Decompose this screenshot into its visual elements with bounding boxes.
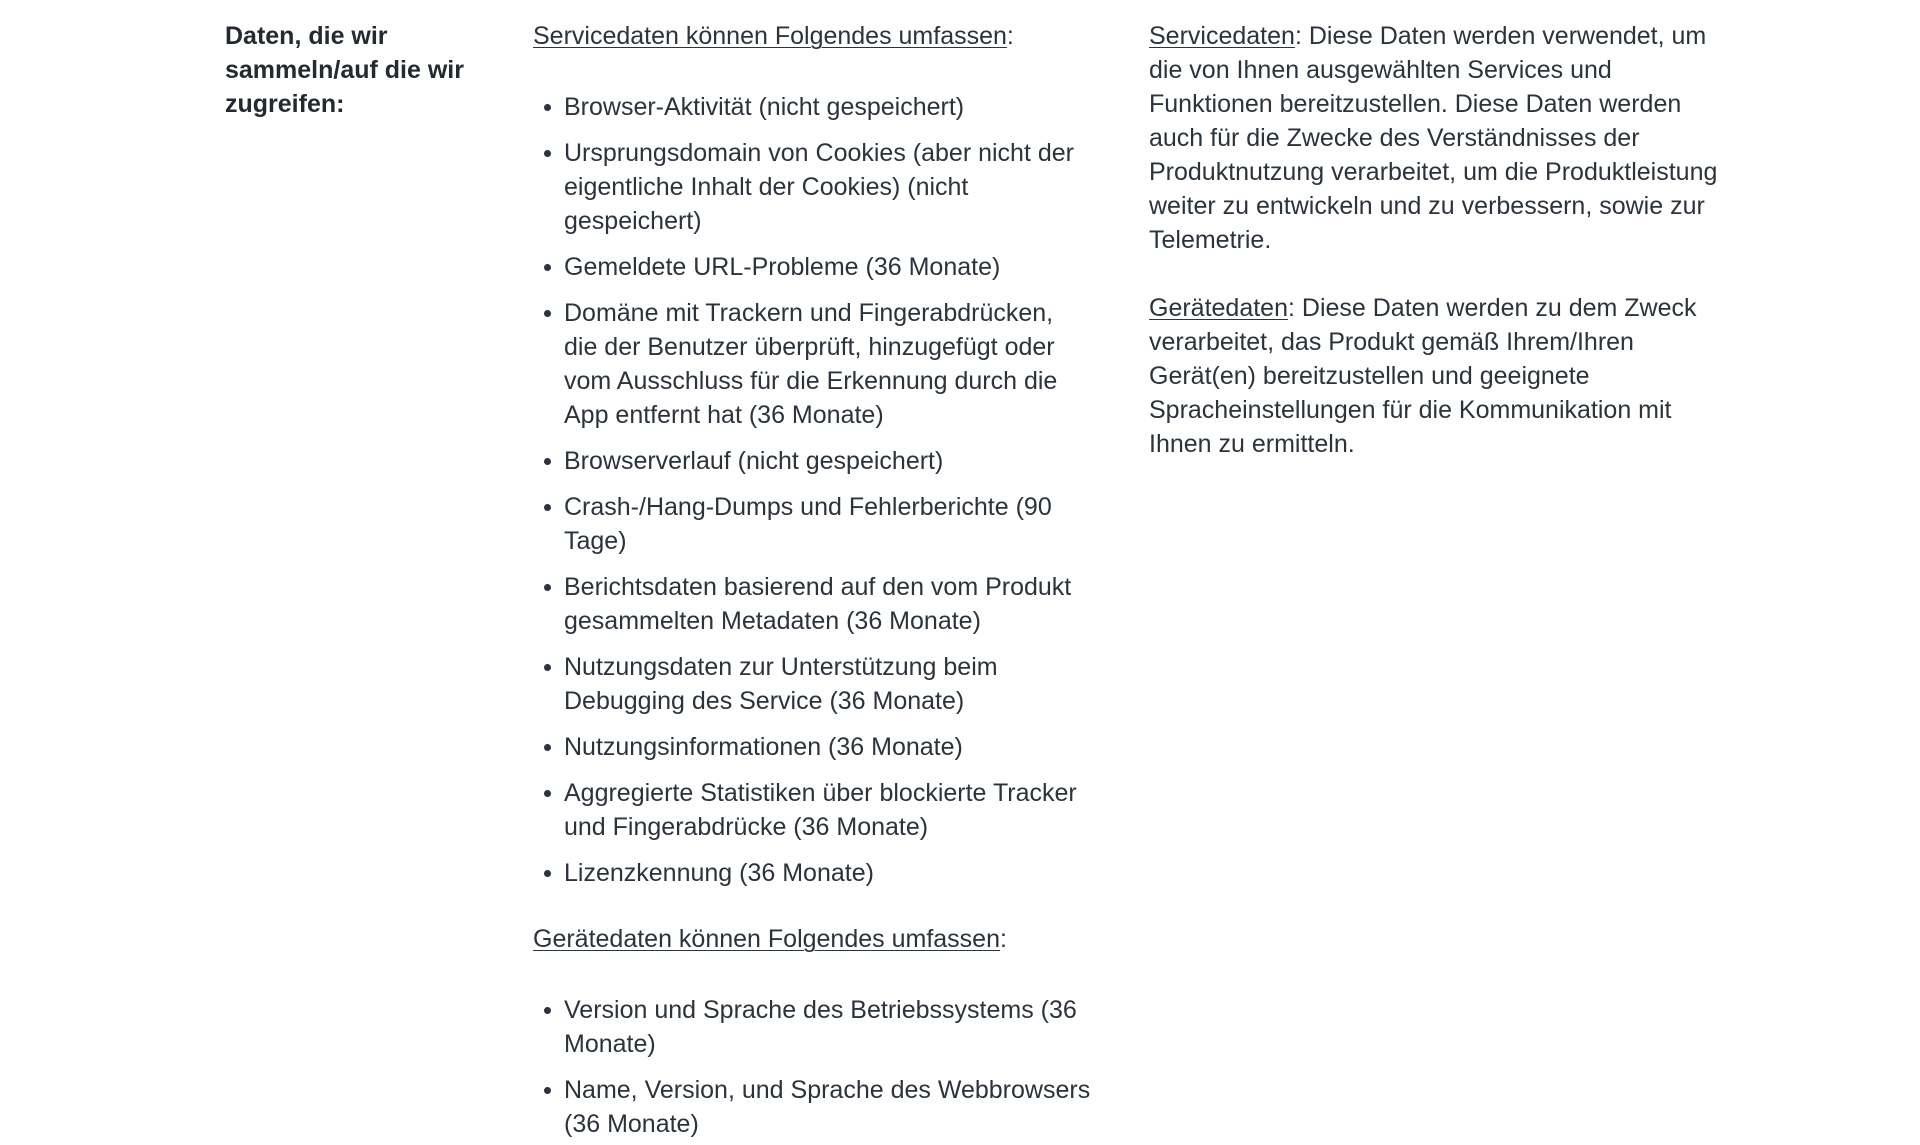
service-data-heading [533,19,1093,53]
list-item: Nutzungsinformationen (36 Monate) [564,730,1093,764]
list-item: Version und Sprache des Betriebssystems (36 Monate) [564,993,1093,1061]
list-item: Crash-/Hang-Dumps und Fehlerberichte (90 Tage) [564,490,1093,558]
service-data-list [533,90,1093,890]
list-item: Name, Version, und Sprache des Webbrowsers (36 Monate) [564,1073,1093,1141]
service-data-heading-text: Servicedaten können Folgendes umfassen [533,22,1007,50]
service-data-purpose [1149,19,1719,257]
list-item: Aggregierte Statistiken über blockierte Tracker und Fingerabdrücke (36 Monate) [564,776,1093,844]
device-data-heading-colon: : [999,925,1007,953]
list-item: Lizenzkennung (36 Monate) [564,856,1093,890]
purposes-column [1149,19,1719,461]
service-data-term: Servicedaten [1149,22,1295,50]
device-data-heading [533,922,1093,956]
device-data-purpose-text: : Diese Daten werden zu dem Zweck verarbeitet, das Produkt gemäß Ihrem/Ihren Gerät(en) bereitzustellen und geeignete Spracheinstellungen für die Kommunikation mit Ihnen zu ermitteln. [1149,294,1697,458]
device-data-term: Gerätedaten [1149,294,1288,322]
list-item: Ursprungsdomain von Cookies (aber nicht der eigentliche Inhalt der Cookies) (nicht gespeichert) [564,136,1093,238]
list-item: Domäne mit Trackern und Fingerabdrücken, die der Benutzer überprüft, hinzugefügt oder vom Ausschluss für die Erkennung durch die App entfernt hat (36 Monate) [564,296,1093,432]
list-item: Berichtsdaten basierend auf den vom Produkt gesammelten Metadaten (36 Monate) [564,570,1093,638]
data-items-column [533,19,1093,1145]
list-item: Nutzungsdaten zur Unterstützung beim Debugging des Service (36 Monate) [564,650,1093,718]
list-item: Browser-Aktivität (nicht gespeichert) [564,90,1093,124]
device-data-purpose [1149,291,1719,461]
device-data-list [533,993,1093,1141]
row-label: Daten, die wir sammeln/auf die wir zugreifen: [225,22,464,118]
list-item: Gemeldete URL-Probleme (36 Monate) [564,250,1093,284]
service-data-purpose-text: : Diese Daten werden verwendet, um die von Ihnen ausgewählten Services und Funktionen bereitzustellen. Diese Daten werden auch für die Zwecke des Verständnisses der Produktnutzung verarbeitet, um die Produktleistung weiter zu entwickeln und zu verbessern, sowie zur Telemetrie. [1149,22,1718,254]
device-data-heading-text: Gerätedaten können Folgendes umfassen [533,925,1000,953]
list-item: Browserverlauf (nicht gespeichert) [564,444,1093,478]
service-data-heading-colon: : [1006,22,1014,50]
